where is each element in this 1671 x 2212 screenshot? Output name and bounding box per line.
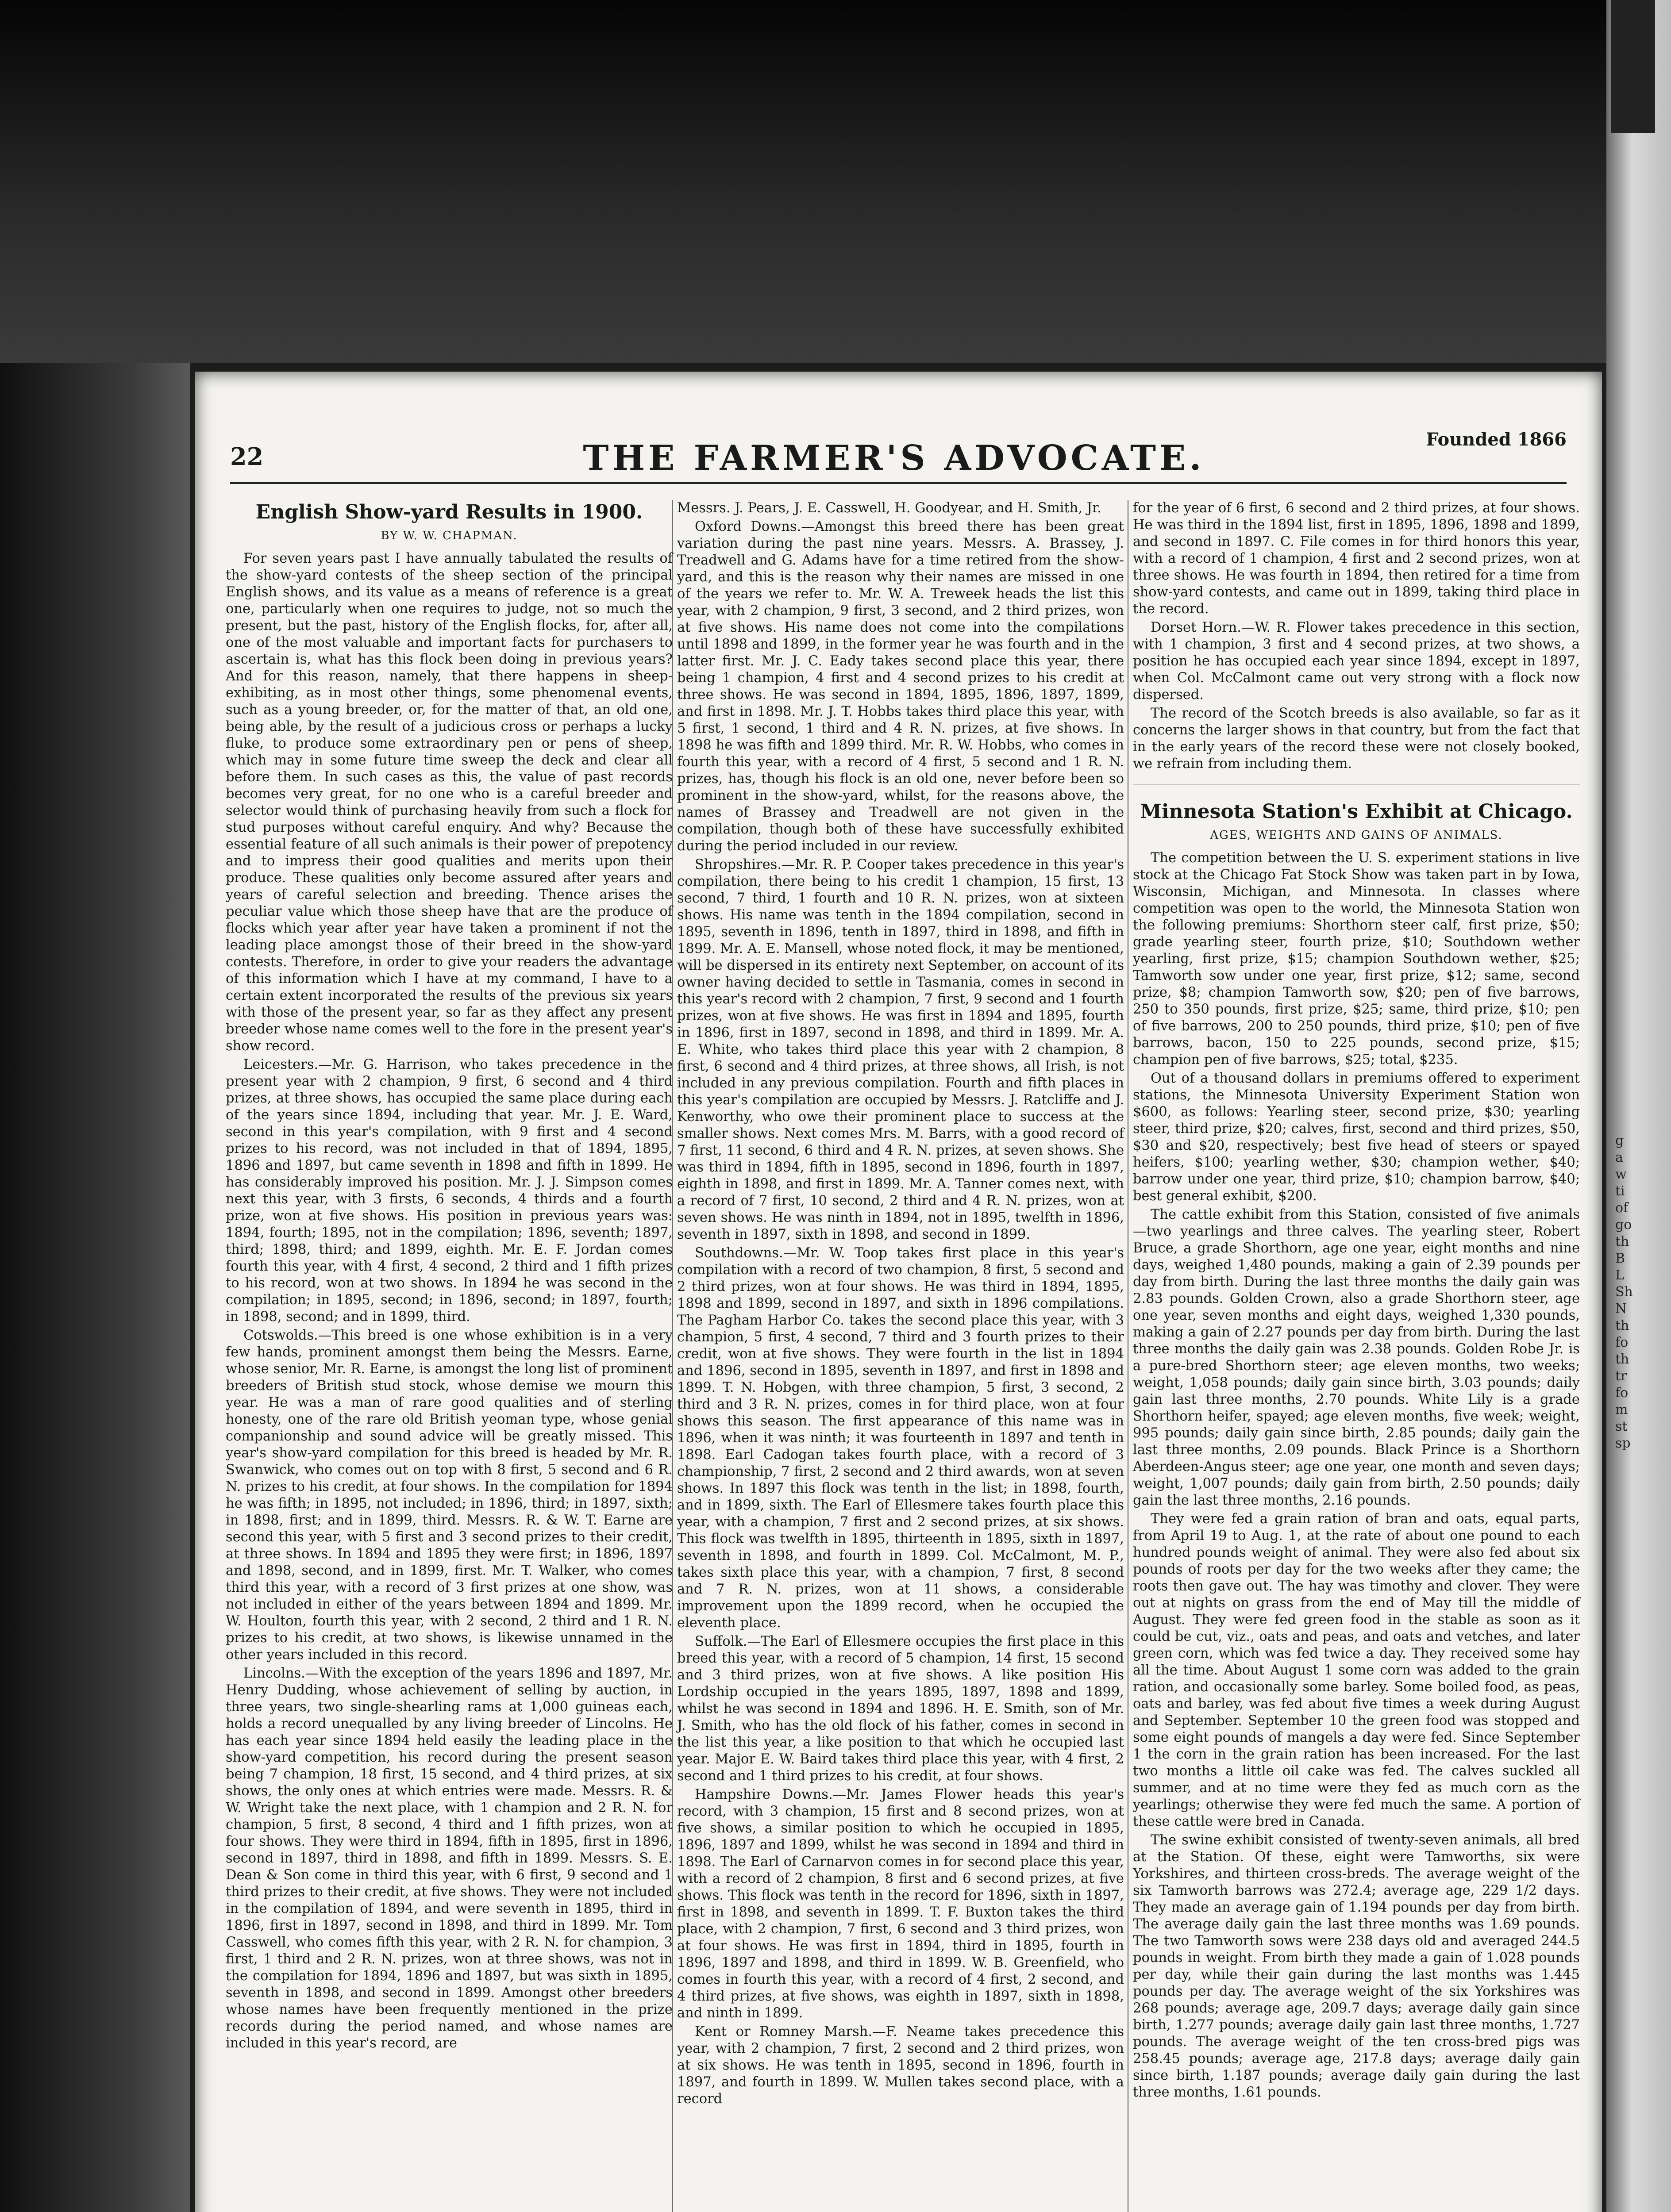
scan-top-right-strip xyxy=(1611,0,1655,133)
article-paragraph: Leicesters.—Mr. G. Harrison, who takes precedence in the present year with 2 champion, 9 first, 6 second and 4 third prizes, at three shows, has occupied the same place during each of the years since 1894, including that year. Mr. J. E. Ward, second in this year's compilation, with 9 first and 4 second prizes to his record, was not included in that of 1894, 1895, 1896 and 1897, but came seventh in 1898 and fifth in 1899. He has considerably improved his position. Mr. J. J. Simpson comes next this year, with 3 firsts, 6 seconds, 4 thirds and a fourth prize, won at five shows. His position in previous years was: 1894, fourth; 1895, not in the compilation; 1896, seventh; 1897, third; 1898, third; and 1899, eighth. Mr. E. F. Jordan comes fourth this year, with 4 first, 4 second, 2 third and 1 fifth prizes to his record, won at two shows. In 1894 he was second in the compilation; in 1895, second; in 1896, second; in 1897, fourth; in 1898, second; and in 1899, third. xyxy=(226,1057,673,1325)
article-byline: BY W. W. CHAPMAN. xyxy=(381,529,518,542)
next-page-fragment xyxy=(1615,1133,1668,1452)
article-paragraph: Kent or Romney Marsh.—F. Neame takes precedence this year, with 2 champion, 7 first, 2 second and 2 third prizes, won at six shows. He was tenth in 1895, second in 1896, fourth in 1897, and fourth in 1899. W. Mullen takes second place, with a record xyxy=(677,2024,1124,2107)
scan-dark-background xyxy=(0,0,1671,363)
newspaper-page xyxy=(195,372,1602,2212)
fragment-line: th xyxy=(1615,1352,1629,1367)
article-paragraph: The swine exhibit consisted of twenty-seven animals, all bred at the Station. Of these, eight were Tamworths, six were Yorkshires, and thirteen cross-breds. The average weight of the six Tamworth barrows was 272.4; average age, 229 1/2 days. They made an average gain of 1.194 pounds per day from birth. The average daily gain the last three months was 1.69 pounds. The two Tamworth sows were 238 days old and averaged 244.5 pounds in weight. From birth they made a gain of 1.028 pounds per day, while their gain during the last months was 1.445 pounds per day. The average weight of the six Yorkshires was 268 pounds; average age, 209.7 days; average daily gain since birth, 1.277 pounds; average daily gain last three months, 1.727 pounds. The average weight of the ten cross-bred pigs was 258.45 pounds; average age, 217.8 days; average daily gain since birth, 1.187 pounds; average daily gain during the last three months, 1.61 pounds. xyxy=(1133,1832,1580,2100)
fragment-line: th xyxy=(1615,1318,1629,1333)
fragment-line: w xyxy=(1615,1167,1627,1182)
article-paragraph: Oxford Downs.—Amongst this breed there has been great variation during the past nine years. Messrs. A. Brassey, J. Treadwell and G. Adams have for a time retired from the show-yard, and this is the reason why their names are missed in one of the years we refer to. Mr. W. A. Treweek heads the list this year, with 2 champion, 9 first, 3 second, and 2 third prizes, won at five shows. His name does not come into the compilations until 1898 and 1899, in the former year he was fourth and in the latter first. Mr. J. C. Eady takes second place this year, there being 1 champion, 4 first and 4 second prizes to his credit at three shows. He was second in 1894, 1895, 1896, 1897, 1899, and first in 1898. Mr. J. T. Hobbs takes third place this year, with 5 first, 1 second, 1 third and 4 R. N. prizes, at five shows. In 1898 he was fifth and 1899 third. Mr. R. W. Hobbs, who comes in fourth this year, with a record of 4 first, 5 second and 1 R. N. prizes, has, though his flock is an old one, never before been so prominent in the show-yard, whilst, for the reasons above, the names of Brassey and Treadwell are not given in the compilation, though both of these have successfully exhibited during the period included in our review. xyxy=(677,519,1124,854)
fragment-line: a xyxy=(1615,1150,1623,1165)
fragment-line: sp xyxy=(1615,1436,1631,1451)
article-paragraph: Dorset Horn.—W. R. Flower takes precedence in this section, with 1 champion, 3 first and 4 second prizes, at two shows, a position he has occupied each year since 1894, except in 1897, when Col. McCalmont came out very strong with a flock now dispersed. xyxy=(1133,620,1580,703)
fragment-line: fo xyxy=(1615,1385,1629,1401)
article-subtitle: AGES, WEIGHTS AND GAINS OF ANIMALS. xyxy=(1210,829,1503,842)
masthead: THE FARMER'S ADVOCATE. xyxy=(583,438,1205,478)
fragment-line: B xyxy=(1615,1251,1625,1266)
article-paragraph: The competition between the U. S. experiment stations in live stock at the Chicago Fat Stock Show was taken part in by Iowa, Wisconsin, Michigan, and Minnesota. In classes where competition was open to the world, the Minnesota Station won the following premiums: Shorthorn steer calf, first prize, $50; grade yearling steer, fourth prize, $10; Southdown wether yearling, first prize, $15; champion Southdown wether, $25; Tamworth sow under one year, first prize, $12; same, second prize, $8; champion Tamworth sow, $20; pen of five barrows, 250 to 350 pounds, first prize, $25; same, third prize, $10; pen of five barrows, 200 to 250 pounds, third prize, $10; pen of five barrows, bacon, 150 to 225 pounds, second prize, $15; champion pen of five barrows, $25; total, $235. xyxy=(1133,850,1580,1068)
column-1 xyxy=(226,500,673,2054)
article-paragraph: Hampshire Downs.—Mr. James Flower heads this year's record, with 3 champion, 15 first and 8 second prizes, won at five shows, a similar position to which he occupied in 1895, 1896, 1897 and 1899, whilst he was second in 1894 and third in 1898. The Earl of Carnarvon comes in for second place this year, with a record of 2 champion, 8 first and 6 second prizes, at five shows. This flock was tenth in the record for 1896, sixth in 1897, first in 1898, and seventh in 1899. T. F. Buxton takes the third place, with 2 champion, 7 first, 6 second and 3 third prizes, won at four shows. He was first in 1894, third in 1895, fourth in 1896, 1897 and 1898, and third in 1899. W. B. Greenfield, who comes in fourth this year, with a record of 4 first, 2 second, and 4 third prizes, at five shows, was eighth in 1897, sixth in 1898, and ninth in 1899. xyxy=(677,1787,1124,2021)
article-paragraph: for the year of 6 first, 6 second and 2 third prizes, at four shows. He was third in the 1894 list, first in 1895, 1896, 1898 and 1899, and second in 1897. C. File comes in for third honors this year, with a record of 1 champion, 4 first and 2 second prizes, won at three shows. He was fourth in 1894, then retired for a time from show-yard contests, and came out in 1899, taking third place in the record. xyxy=(1133,500,1580,617)
scan-right-edge-page xyxy=(1606,0,1671,2212)
article-paragraph: Cotswolds.—This breed is one whose exhibition is in a very few hands, prominent amongst them being the Messrs. Earne, whose senior, Mr. R. Earne, is amongst the long list of prominent breeders of British stud stock, whose demise we mourn this year. He was a man of rare good qualities and of sterling honesty, one of the rare old British yeoman type, whose genial companionship and sound advice will be greatly missed. This year's show-yard compilation for this breed is headed by Mr. R. Swanwick, who comes out on top with 8 first, 5 second and 6 R. N. prizes to his credit, at four shows. In the compilation for 1894 he was fifth; in 1895, not included; in 1896, third; in 1897, sixth; in 1898, first; and in 1899, third. Messrs. R. & W. T. Earne are second this year, with 5 first and 3 second prizes to their credit, at three shows. In 1894 and 1895 they were first; in 1896, 1897 and 1898, second, and in 1899, first. Mr. T. Walker, who comes third this year, with a record of 3 first prizes at one show, was not included in either of the years between 1894 and 1899. Mr. W. Houlton, fourth this year, with 2 second, 2 third and 1 R. N. prizes to his credit, at two shows, is likewise unnamed in the other years included in this record. xyxy=(226,1328,673,1663)
article-paragraph: The cattle exhibit from this Station, consisted of five animals—two yearlings and three calves. The yearling steer, Robert Bruce, a grade Shorthorn, age one year, eight months and nine days, weighed 1,480 pounds, making a gain of 2.39 pounds per day from birth. During the last three months the daily gain was 2.83 pounds. Golden Crown, also a grade Shorthorn steer, age one year, seven months and eight days, weighed 1,330 pounds, making a gain of 2.27 pounds per day from birth. During the last three months the daily gain was 2.38 pounds. Golden Robe Jr. is a pure-bred Shorthorn steer; age eleven months, two weeks; weight, 1,058 pounds; daily gain since birth, 3.03 pounds; daily gain last three months, 2.70 pounds. White Lily is a grade Shorthorn heifer, spayed; age eleven months, five week; weight, 995 pounds; daily gain since birth, 2.85 pounds; daily gain the last three months, 2.09 pounds. Black Prince is a Shorthorn Aberdeen-Angus steer; age one year, one month and seven days; weight, 1,007 pounds; daily gain from birth, 2.50 pounds; daily gain the last three months, 2.16 pounds. xyxy=(1133,1207,1580,1508)
page-number: 22 xyxy=(230,442,264,471)
article-title-show-yard: English Show-yard Results in 1900. xyxy=(255,501,643,523)
fragment-line: th xyxy=(1615,1234,1629,1249)
fragment-line: ti xyxy=(1615,1183,1625,1199)
article-paragraph: For seven years past I have annually tabulated the results of the show-yard contests of the sheep section of the principal English shows, and its value as a means of reference is a great one, particularly when one requires to judge, not so much the present, but the past, history of the English flocks, for, after all, one of the most valuable and important facts for purchasers to ascertain is, what has this flock been doing in previous years? And for this reason, namely, that there happens in sheep-exhibiting, as in most other things, some phenomenal events, such as a young breeder, or, for the matter of that, an old one, being able, by the result of a judicious cross or perhaps a lucky fluke, to produce some extraordinary pen or pens of sheep, which may in some future time sweep the deck and clear all before them. In such cases as this, the value of past records becomes very great, for no one who is a careful breeder and selector would think of purchasing heavily from such a flock for stud purposes without careful enquiry. And why? Because the essential feature of all such animals is their power of prepotency and to impress their good qualities and merits upon their produce. These qualities only become assured after years and years of careful selection and breeding. Thence arises the peculiar value which those sheep have that are the produce of flocks which year after year have taken a prominent if not the leading place amongst those of their breed in the show-yard contests. Therefore, in order to give your readers the advantage of this information which I have at my command, I have to a certain extent incorporated the results of the previous six years with those of the present year, so far as they affect any present breeder whose name comes well to the fore in the present year's show record. xyxy=(226,551,673,1054)
fragment-line: Sh xyxy=(1615,1284,1633,1300)
fragment-line: go xyxy=(1615,1217,1632,1233)
fragment-line: g xyxy=(1615,1133,1624,1148)
column-3 xyxy=(1133,500,1580,2103)
column-2 xyxy=(677,500,1124,2109)
article-title-minnesota: Minnesota Station's Exhibit at Chicago. xyxy=(1140,800,1573,823)
article-paragraph: Shropshires.—Mr. R. P. Cooper takes precedence in this year's compilation, there being to his credit 1 champion, 15 first, 13 second, 7 third, 1 fourth and 10 R. N. prizes, won at sixteen shows. His name was tenth in the 1894 compilation, second in 1895, seventh in 1896, tenth in 1897, third in 1898, and fifth in 1899. Mr. A. E. Mansell, whose noted flock, it may be mentioned, will be dispersed in its entirety next September, on account of its owner having decided to settle in Tasmania, comes in second in this year's record with 2 champion, 7 first, 9 second and 1 fourth prizes, won at five shows. He was first in 1894 and 1895, fourth in 1896, first in 1897, second in 1898, and third in 1899. Mr. A. E. White, who takes third place this year with 2 champion, 8 first, 6 second and 4 third prizes, at three shows, all Irish, is not included in any previous compilation. Fourth and fifth places in this year's compilation are occupied by Messrs. J. Ratcliffe and J. Kenworthy, who owe their prominent place to success at the smaller shows. Next comes Mrs. M. Barrs, with a good record of 7 first, 11 second, 6 third and 4 R. N. prizes, at seven shows. She was third in 1894, fifth in 1895, second in 1896, fourth in 1897, eighth in 1898, and first in 1899. Mr. A. Tanner comes next, with a record of 7 first, 10 second, 2 third and 4 R. N. prizes, won at seven shows. He was ninth in 1894, not in 1895, twelfth in 1896, seventh in 1897, sixth in 1898, and second in 1899. xyxy=(677,857,1124,1242)
article-paragraph: Out of a thousand dollars in premiums offered to experiment stations, the Minnesota University Experiment Station won $600, as follows: Yearling steer, second prize, $30; yearling steer, third prize, $20; calves, first, second and third prizes, $50, $30 and $20, respectively; best five head of steers or spayed heifers, $100; yearling wether, $30; champion wether, $40; barrow under one year, third prize, $10; champion barrow, $40; best general exhibit, $200. xyxy=(1133,1071,1580,1204)
fragment-line: st xyxy=(1615,1419,1628,1434)
page-header xyxy=(230,429,1567,484)
article-paragraph: The record of the Scotch breeds is also available, so far as it concerns the larger shows in that country, but from the fact that in the early years of the record these were not closely booked, we refrain from including them. xyxy=(1133,706,1580,772)
fragment-line: m xyxy=(1615,1402,1628,1417)
founded-note: Founded 1866 xyxy=(1426,429,1567,450)
scan-left-shadow xyxy=(0,363,190,2212)
article-paragraph: They were fed a grain ration of bran and oats, equal parts, from April 19 to Aug. 1, at the rate of about one pound to each hundred pounds weight of animal. They were also fed about six pounds of roots per day for the two weeks after they came; the roots then gave out. The hay was timothy and clover. They were out at nights on grass from the end of May till the middle of August. They were fed green food in the stable as soon as it could be cut, viz., oats and peas, and oats and vetches, and later green corn, which was fed twice a day. They received some hay all the time. About August 1 some corn was added to the grain ration, and occasionally some barley. Some boiled food, as peas, oats and barley, was fed about five times a week during August and September. September 10 the green food was stopped and some eight pounds of mangels a day were fed. Since September 1 the corn in the grain ration has been increased. For the last two months a little oil cake was fed. The calves suckled all summer, and at no time were they fed as much corn as the yearlings; otherwise they were fed much the same. A portion of these cattle were bred in Canada. xyxy=(1133,1511,1580,1829)
article-paragraph: Southdowns.—Mr. W. Toop takes first place in this year's compilation with a record of two champion, 8 first, 5 second and 2 third prizes, won at four shows. He was third in 1894, 1895, 1898 and 1899, second in 1897, and sixth in 1896 compilations. The Pagham Harbor Co. takes the second place this year, with 3 champion, 5 first, 4 second, 7 third and 3 fourth prizes to their credit, won at five shows. They were fourth in the list in 1894 and 1896, second in 1895, seventh in 1897, and first in 1898 and 1899. T. N. Hobgen, with three champion, 5 first, 3 second, 2 third and 3 R. N. prizes, comes in for third place, won at four shows this season. The first appearance of this name was in 1896, when it was ninth; it was fourteenth in 1897 and tenth in 1898. Earl Cadogan takes fourth place, with a record of 3 championship, 7 first, 2 second and 2 third awards, won at seven shows. In 1897 this flock was tenth in the list; in 1898, fourth, and in 1899, sixth. The Earl of Ellesmere takes fourth place this year, with a champion, 7 first and 2 second prizes, at six shows. This flock was twelfth in 1895, thirteenth in 1895, sixth in 1897, seventh in 1898, and fourth in 1899. Col. McCalmont, M. P., takes sixth place this year, with a champion, 7 first, 8 second and 7 R. N. prizes, won at 11 shows, a considerable improvement upon the 1899 record, when he occupied the eleventh place. xyxy=(677,1245,1124,1631)
fragment-line: of xyxy=(1615,1200,1629,1216)
fragment-line: N xyxy=(1615,1301,1627,1317)
article-paragraph: Lincolns.—With the exception of the years 1896 and 1897, Mr. Henry Dudding, whose achievement of selling by auction, in three years, two single-shearling rams at 1,000 guineas each, holds a record unequalled by any living breeder of Lincolns. He has each year since 1894 held easily the leading place in the show-yard competition, his record during the present season being 7 champion, 18 first, 15 second, and 4 third prizes, at six shows, the only ones at which entries were made. Messrs. R. & W. Wright take the next place, with 1 champion and 2 R. N. for champion, 5 first, 8 second, 4 third and 1 fifth prizes, won at four shows. They were third in 1894, fifth in 1895, first in 1896, second in 1897, third in 1898, and fifth in 1899. Messrs. S. E. Dean & Son come in third this year, with 6 first, 9 second and 1 third prizes to their credit, at five shows. They were not included in the compilation of 1894, and were seventh in 1895, third in 1896, first in 1897, second in 1898, and third in 1899. Mr. Tom Casswell, who comes fifth this year, with 2 R. N. for champion, 3 first, 1 third and 2 R. N. prizes, won at three shows, was not in the compilation for 1894, 1896 and 1897, but was sixth in 1895, seventh in 1898, and second in 1899. Amongst other breeders whose names have been frequently mentioned in the prize records during the period named, and whose names are included in this year's record, are xyxy=(226,1666,673,2051)
fragment-line: tr xyxy=(1615,1368,1627,1384)
fragment-line: L xyxy=(1615,1267,1624,1283)
article-paragraph: Messrs. J. Pears, J. E. Casswell, H. Goodyear, and H. Smith, Jr. xyxy=(677,500,1101,516)
fragment-line: fo xyxy=(1615,1335,1629,1350)
article-paragraph: Suffolk.—The Earl of Ellesmere occupies the first place in this breed this year, with a record of 5 champion, 14 first, 15 second and 3 third prizes, won at five shows. A like position His Lordship occupied in the years 1895, 1897, 1898 and 1899, whilst he was second in 1894 and 1896. H. E. Smith, son of Mr. J. Smith, who has the old flock of his father, comes in second in the list this year, a like position to that which he occupied last year. Major E. W. Baird takes third place this year, with 4 first, 2 second and 1 third prizes to his credit, at four shows. xyxy=(677,1634,1124,1784)
section-divider xyxy=(1133,784,1580,788)
